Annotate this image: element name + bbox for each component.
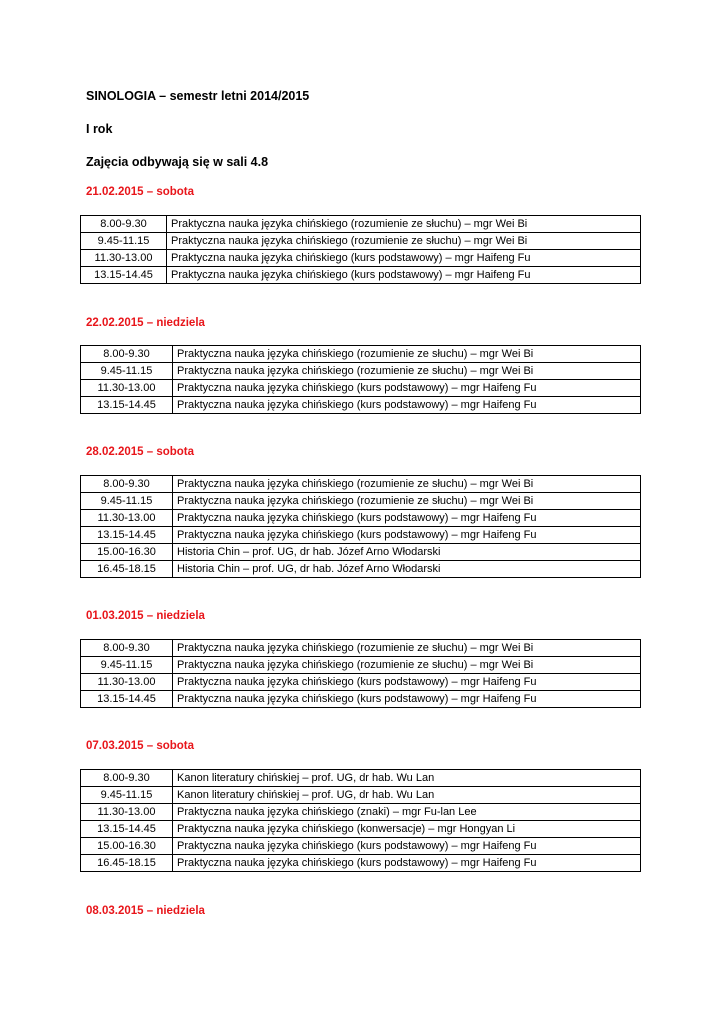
time-cell: 15.00-16.30: [81, 838, 173, 855]
table-row: [81, 380, 641, 397]
time-cell: 11.30-13.00: [81, 674, 173, 691]
table-row: [81, 216, 641, 233]
time-cell: 16.45-18.15: [81, 855, 173, 872]
course-cell: Historia Chin – prof. UG, dr hab. Józef Arno Włodarski: [173, 544, 641, 561]
table-row: [81, 363, 641, 380]
time-cell: 15.00-16.30: [81, 544, 173, 561]
document-title: SINOLOGIA – semestr letni 2014/2015: [86, 89, 310, 103]
table-row: [81, 561, 641, 578]
table-row: [81, 346, 641, 363]
schedule-table: [80, 215, 641, 284]
table-row: [81, 527, 641, 544]
time-cell: 13.15-14.45: [81, 267, 167, 284]
table-row: [81, 233, 641, 250]
section-date: 08.03.2015 – niedziela: [86, 905, 205, 917]
course-cell: Praktyczna nauka języka chińskiego (kurs podstawowy) – mgr Haifeng Fu: [173, 527, 641, 544]
time-cell: 9.45-11.15: [81, 363, 173, 380]
course-cell: Praktyczna nauka języka chińskiego (rozumienie ze słuchu) – mgr Wei Bi: [173, 363, 641, 380]
time-cell: 11.30-13.00: [81, 804, 173, 821]
table-row: [81, 493, 641, 510]
course-cell: Praktyczna nauka języka chińskiego (konwersacje) – mgr Hongyan Li: [173, 821, 641, 838]
course-cell: Praktyczna nauka języka chińskiego (kurs podstawowy) – mgr Haifeng Fu: [173, 855, 641, 872]
time-cell: 16.45-18.15: [81, 561, 173, 578]
course-cell: Praktyczna nauka języka chińskiego (kurs podstawowy) – mgr Haifeng Fu: [173, 838, 641, 855]
section-date: 28.02.2015 – sobota: [86, 446, 195, 458]
schedule-table: [80, 769, 641, 872]
time-cell: 13.15-14.45: [81, 527, 173, 544]
table-row: [81, 855, 641, 872]
course-cell: Praktyczna nauka języka chińskiego (kurs podstawowy) – mgr Haifeng Fu: [173, 674, 641, 691]
course-cell: Praktyczna nauka języka chińskiego (rozumienie ze słuchu) – mgr Wei Bi: [173, 640, 641, 657]
course-cell: Praktyczna nauka języka chińskiego (znaki) – mgr Fu-lan Lee: [173, 804, 641, 821]
course-cell: Praktyczna nauka języka chińskiego (rozumienie ze słuchu) – mgr Wei Bi: [167, 233, 641, 250]
time-cell: 13.15-14.45: [81, 397, 173, 414]
course-cell: Praktyczna nauka języka chińskiego (rozumienie ze słuchu) – mgr Wei Bi: [173, 657, 641, 674]
course-cell: Praktyczna nauka języka chińskiego (kurs podstawowy) – mgr Haifeng Fu: [173, 510, 641, 527]
time-cell: 8.00-9.30: [81, 640, 173, 657]
course-cell: Kanon literatury chińskiej – prof. UG, dr hab. Wu Lan: [173, 770, 641, 787]
table-row: [81, 544, 641, 561]
table-row: [81, 804, 641, 821]
course-cell: Kanon literatury chińskiej – prof. UG, dr hab. Wu Lan: [173, 787, 641, 804]
course-cell: Praktyczna nauka języka chińskiego (rozumienie ze słuchu) – mgr Wei Bi: [167, 216, 641, 233]
table-row: [81, 770, 641, 787]
time-cell: 9.45-11.15: [81, 493, 173, 510]
schedule-table: [80, 475, 641, 578]
table-row: [81, 510, 641, 527]
time-cell: 9.45-11.15: [81, 787, 173, 804]
time-cell: 9.45-11.15: [81, 657, 173, 674]
course-cell: Praktyczna nauka języka chińskiego (rozumienie ze słuchu) – mgr Wei Bi: [173, 493, 641, 510]
table-row: [81, 657, 641, 674]
table-row: [81, 838, 641, 855]
table-row: [81, 267, 641, 284]
time-cell: 13.15-14.45: [81, 821, 173, 838]
course-cell: Praktyczna nauka języka chińskiego (kurs podstawowy) – mgr Haifeng Fu: [167, 250, 641, 267]
table-row: [81, 476, 641, 493]
time-cell: 8.00-9.30: [81, 216, 167, 233]
section-date: 07.03.2015 – sobota: [86, 740, 195, 752]
course-cell: Praktyczna nauka języka chińskiego (rozumienie ze słuchu) – mgr Wei Bi: [173, 346, 641, 363]
course-cell: Praktyczna nauka języka chińskiego (kurs podstawowy) – mgr Haifeng Fu: [173, 380, 641, 397]
time-cell: 9.45-11.15: [81, 233, 167, 250]
table-row: [81, 640, 641, 657]
time-cell: 13.15-14.45: [81, 691, 173, 708]
table-row: [81, 787, 641, 804]
course-cell: Praktyczna nauka języka chińskiego (kurs podstawowy) – mgr Haifeng Fu: [167, 267, 641, 284]
time-cell: 11.30-13.00: [81, 250, 167, 267]
course-cell: Historia Chin – prof. UG, dr hab. Józef Arno Włodarski: [173, 561, 641, 578]
time-cell: 8.00-9.30: [81, 346, 173, 363]
time-cell: 11.30-13.00: [81, 510, 173, 527]
schedule-table: [80, 345, 641, 414]
section-date: 22.02.2015 – niedziela: [86, 317, 205, 329]
time-cell: 11.30-13.00: [81, 380, 173, 397]
course-cell: Praktyczna nauka języka chińskiego (rozumienie ze słuchu) – mgr Wei Bi: [173, 476, 641, 493]
section-date: 21.02.2015 – sobota: [86, 186, 195, 198]
course-cell: Praktyczna nauka języka chińskiego (kurs podstawowy) – mgr Haifeng Fu: [173, 397, 641, 414]
table-row: [81, 674, 641, 691]
year-label: I rok: [86, 122, 113, 136]
table-row: [81, 821, 641, 838]
time-cell: 8.00-9.30: [81, 476, 173, 493]
schedule-table: [80, 639, 641, 708]
table-row: [81, 397, 641, 414]
section-date: 01.03.2015 – niedziela: [86, 610, 205, 622]
time-cell: 8.00-9.30: [81, 770, 173, 787]
room-note: Zajęcia odbywają się w sali 4.8: [86, 155, 269, 169]
table-row: [81, 691, 641, 708]
course-cell: Praktyczna nauka języka chińskiego (kurs podstawowy) – mgr Haifeng Fu: [173, 691, 641, 708]
table-row: [81, 250, 641, 267]
